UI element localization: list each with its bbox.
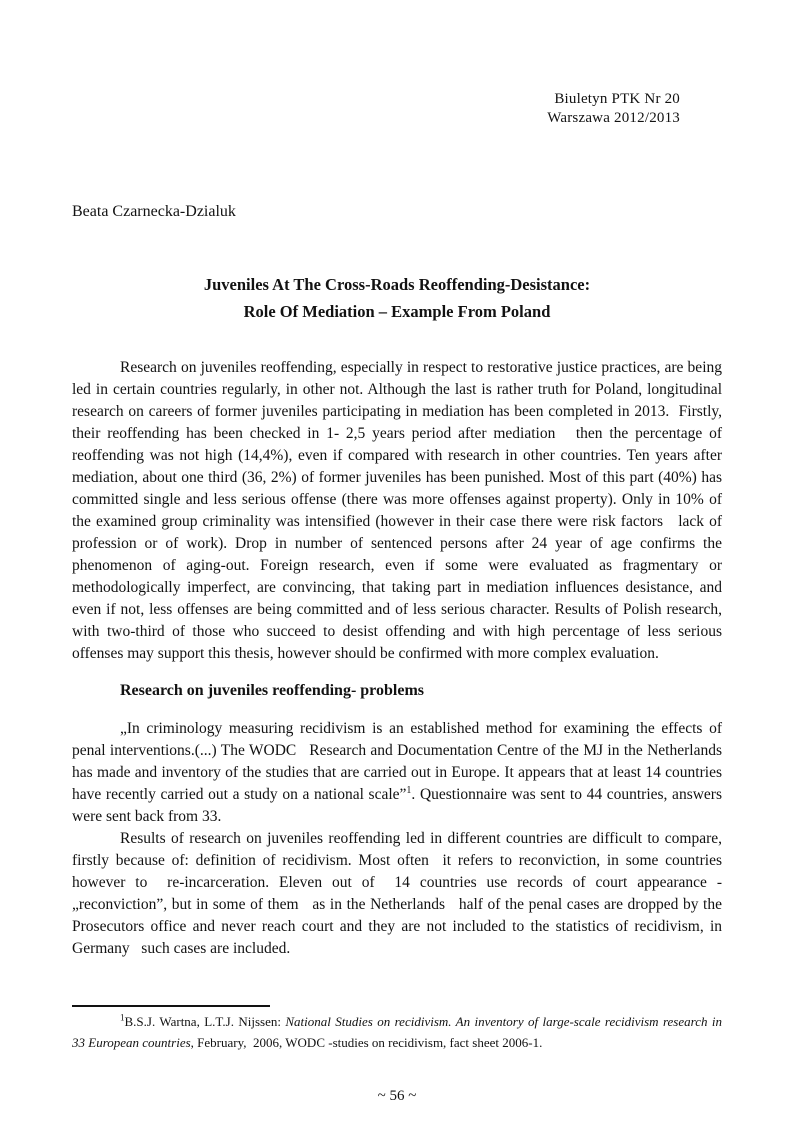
wodc-paragraph xyxy=(72,718,722,828)
journal-header-line1: Biuletyn PTK Nr 20 xyxy=(554,91,680,107)
footnote-number: 1 xyxy=(120,1012,125,1023)
footnote-authors: B.S.J. Wartna, L.T.J. Nijssen: xyxy=(124,1014,286,1029)
wodc-paragraph-text: „In criminology measuring recidivism is an established method for examining the effects of penal interventions.(...) The WODC Research and Documentation Centre of the MJ in the Netherlands has made and inventory of the studies that are carried out in Europe. It appears that at least 14 countries have recently carried out a study on a national scale” xyxy=(72,720,722,803)
journal-header-line2: Warszawa 2012/2013 xyxy=(547,110,680,126)
author-name: Beata Czarnecka-Dzialuk xyxy=(72,203,236,220)
section-heading: Research on juveniles reoffending- problems xyxy=(120,682,424,699)
article-title xyxy=(72,271,722,325)
footnote-block xyxy=(72,1005,722,1053)
wodc-paragraph-text-after: . Questionnaire was sent to 44 countries, answers were sent back from 33. xyxy=(72,786,722,825)
intro-paragraph: Research on juveniles reoffending, especially in respect to restorative justice practices, are being led in certain countries regularly, in other not. Although the last is rather truth for Poland, longitudinal research on careers of former juveniles participating in mediation has been completed in 2013. Firstly, their reoffending has been checked in 1- 2,5 years period after mediation then the percentage of reoffending was not high (14,4%), even if compared with research in other countries. Ten years after mediation, about one third (36, 2%) of former juveniles has been punished. Most of this part (40%) has committed single and less serious offense (there was more offenses against property). Only in 10% of the examined group criminality was intensified (however in their case there were risk factors lack of profession or of work). Drop in number of sentenced persons after 24 year of age confirms the phenomenon of aging-out. Foreign research, even if some were evaluated as fragmentary or methodologically imperfect, are convincing, that taking part in mediation influences desistance, and even if not, less offenses are being committed and of less serious character. Results of Polish research, with two-third of those who succeed to desist offending and with high percentage of less serious offenses may support this thesis, however should be confirmed with more complex evaluation. xyxy=(72,359,722,662)
compare-paragraph: Results of research on juveniles reoffending led in different countries are difficult to compare, firstly because of: definition of recidivism. Most often it refers to reconviction, in some countries however to re-incarceration. Eleven out of 14 countries use records of court appearance - „reconviction”, but in some of them as in the Netherlands half of the penal cases are dropped by the Prosecutors office and never reach court and they are not included to the statistics of recidivism, in Germany such cases are included. xyxy=(72,830,722,957)
footnote-rest: , February, 2006, WODC -studies on recidivism, fact sheet 2006-1. xyxy=(190,1035,543,1050)
article-title-line1: Juveniles At The Cross-Roads Reoffending-Desistance: xyxy=(203,275,591,294)
article-title-line2: Role Of Mediation – Example From Poland xyxy=(243,302,551,321)
footnote-text xyxy=(72,1011,722,1053)
page-number: ~ 56 ~ xyxy=(377,1088,417,1104)
footnote-title: National Studies on recidivism. An inventory of large-scale recidivism research in 33 European countries xyxy=(72,1014,722,1050)
footnote-reference: 1 xyxy=(406,784,412,796)
journal-header xyxy=(72,90,722,128)
footnote-separator xyxy=(72,1005,270,1007)
